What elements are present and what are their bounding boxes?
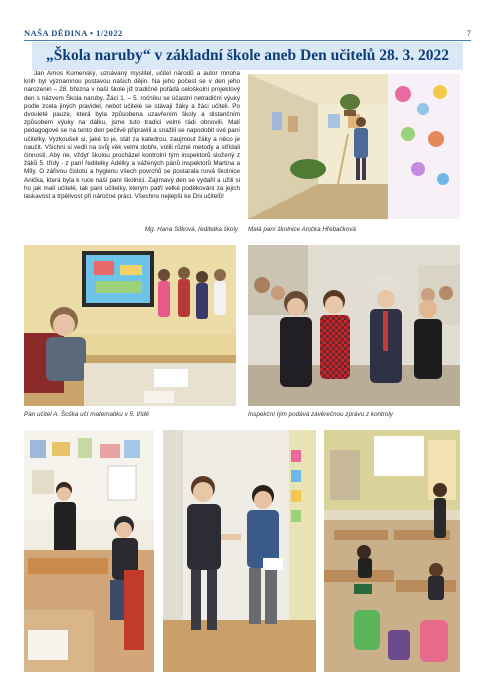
photo-classroom-desks xyxy=(324,430,460,672)
caption-hallway: Malá paní školnice Anička Hřebačková xyxy=(248,226,356,233)
photo-classroom xyxy=(24,245,236,406)
article-body xyxy=(24,70,240,201)
page-header xyxy=(24,26,471,38)
caption-classroom: Pan učitel A. Šoška učí matematiku v 5. třídě xyxy=(24,411,150,418)
page-number: 7 xyxy=(466,28,471,38)
header-rule xyxy=(24,40,471,41)
article-signature: Mg. Hana Sitková, ředitelka školy xyxy=(144,226,238,233)
photo-hallway xyxy=(248,74,460,219)
photo-class-desk xyxy=(24,430,154,672)
article-paragraph: Jan Amos Komenský, uznávaný myslitel, učitel národů a autor mnoha knih byl významnou postavou našich dějin. Na jeho počest se v den jeho narozenin – 28. března v naší škole již tradičně pořádá celoškolní projektový den s názvem Škola naruby. Žáci 1. – 5. ročníku se účastní netradiční výuky podle zcela jiných pravidel, nebot učitelé se stávají žáky a žáci učiteli. Po dvouleté pauze, která byla způsobena uzavřením školy a distančním způsobem výuky na dálku, jsme tuto tradici velmi rádi obnovili. Malí pedagogové se na tento den pečlivě připravili a snažili se napodobit své paní učitelky. Vyzkoušeli si, jaké to je, stát za katedrou, zaujmout žáky a něco je naučit. Všichni si vedli na svůj věk velmi dobře, volili různé metody a střídali činnosti. Aby ne, vždyť školou procházel kontrolní tým inspektorů složený z žáků 5. třídy - z paní ředitelky Adélky a vážených pánů inspektorů Martina a Míly. O zářivou čistotu a hygienu všech povrchů se postarala nová školnice Anička, která byla k ruce naší paní školnici. Zajímavý den se vydařil a užili si ho jak malí učitelé, tak paní učitelky, kterým patří velké poděkování za jejich laskavost a trpělivost při náročné práci. Všechno nejlepší ke Dni učitelů! xyxy=(24,70,240,201)
article-title: „Škola naruby“ v základní škole aneb Den učitelů 28. 3. 2022 xyxy=(45,47,450,64)
title-banner xyxy=(32,42,463,70)
photo-handshake xyxy=(163,430,316,672)
caption-inspection-team: Inspekční tým podává závěrečnou zprávu z kontroly xyxy=(248,411,393,418)
publication-name: NAŠA DĚDINA • 1/2022 xyxy=(24,28,123,38)
photo-inspection-team xyxy=(248,245,460,406)
